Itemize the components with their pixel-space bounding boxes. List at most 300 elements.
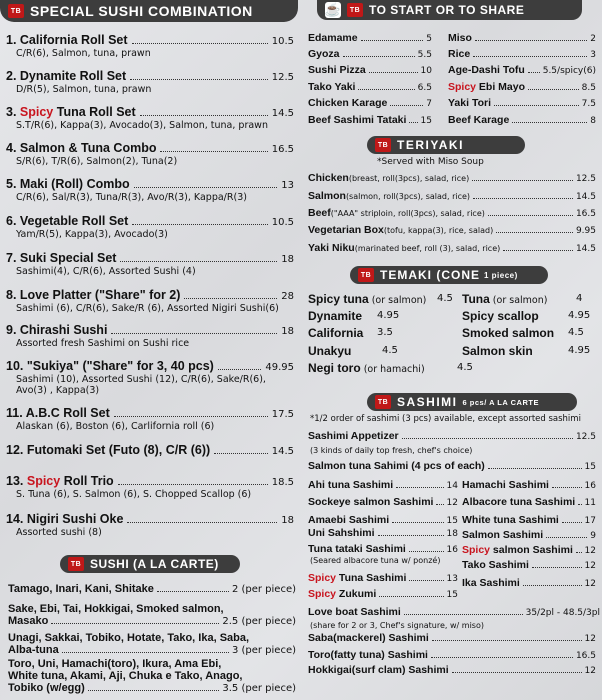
combo-item-name: 12. Futomaki Set (Futo (8), C/R (6)) — [6, 443, 211, 457]
name-suffix: Tuna Roll Set — [53, 105, 136, 119]
sashimi-item-price: 12 — [584, 666, 596, 676]
starter-item — [448, 32, 596, 44]
leader-dots — [62, 652, 229, 653]
combo-item-name: 8. Love Platter ("Share" for 2) — [6, 288, 181, 302]
teriyaki-item-detail: (breast, roll(3pcs), salad, rice) — [348, 174, 470, 183]
sashimi-appetizer-note: (3 kinds of daily top fresh, chef's choice) — [310, 446, 473, 455]
combo-item-header — [6, 359, 294, 373]
starter-item-price: 15 — [420, 116, 432, 126]
leader-dots — [392, 522, 443, 523]
teriyaki-item-name: Chicken — [308, 172, 349, 184]
starter-item-name: Tako Yaki — [308, 81, 356, 93]
alacarte-item — [8, 658, 296, 694]
restaurant-logo-icon: TB — [8, 4, 24, 18]
name-text: Spicy scallop — [462, 309, 539, 323]
sashimi-item-price: 11 — [584, 498, 596, 508]
combo-item-price: 16.5 — [271, 144, 294, 155]
banner-title: SPECIAL SUSHI COMBINATION — [30, 3, 253, 19]
combo-item — [6, 512, 294, 538]
starter-item — [448, 64, 596, 76]
banner-title: SASHIMI — [397, 395, 458, 409]
temaki-item-price: 4.95 — [377, 310, 400, 321]
starter-item-name: Gyoza — [308, 48, 340, 60]
leader-dots — [130, 79, 268, 80]
leader-dots — [120, 261, 277, 262]
sashimi-item-name: Uni Sahshimi — [308, 527, 375, 539]
combo-item-price: 12.5 — [271, 72, 294, 83]
combo-item-description: Sashimi (6), C/R(6), Sake/R (6), Assorted Nigiri Sushi(6) — [16, 303, 279, 314]
leader-dots — [379, 596, 443, 597]
leader-dots — [378, 535, 444, 536]
alacarte-item-row — [8, 644, 296, 656]
sashimi-item-price: 13 — [446, 574, 458, 584]
sashimi-item — [308, 496, 458, 508]
sashimi-item-name: Albacore tuna Sashimi — [462, 496, 576, 508]
starter-item — [448, 114, 596, 126]
combo-item-price: 49.95 — [265, 362, 294, 373]
salmon-tuna-sashimi-name: Salmon tuna Sahimi (4 pcs of each) — [308, 460, 485, 472]
temaki-banner — [350, 266, 548, 284]
combo-item-header — [6, 105, 294, 119]
combo-item-header — [6, 406, 294, 420]
combo-item — [6, 177, 294, 203]
teriyaki-item-name: Salmon — [308, 190, 346, 202]
combo-item-name: 5. Maki (Roll) Combo — [6, 177, 130, 191]
leader-dots — [127, 522, 277, 523]
combo-item-name: 10. "Sukiya" ("Share" for 3, 40 pcs) — [6, 359, 214, 373]
starter-item-name: Chicken Karage — [308, 97, 388, 109]
name-prefix: 3. — [6, 105, 20, 119]
combo-item-header — [6, 141, 294, 155]
sashimi-item-price: 12 — [446, 498, 458, 508]
combo-item — [6, 359, 294, 396]
sashimi-item-name: Sockeye salmon Sashimi — [308, 496, 434, 508]
starter-item-name — [448, 81, 525, 93]
combo-item-description: S/R(6), T/R(6), Salmon(2), Tuna(2) — [16, 156, 178, 167]
starter-item-name: Sushi Pizza — [308, 64, 366, 76]
leader-dots — [546, 537, 587, 538]
leader-dots — [114, 416, 268, 417]
sashimi-item-name — [308, 588, 376, 600]
temaki-item-name — [462, 326, 554, 340]
leader-dots — [132, 224, 267, 225]
banner-subtitle: 1 piece) — [484, 270, 518, 280]
leader-dots — [528, 72, 540, 73]
starter-item-price: 10 — [420, 66, 432, 76]
leader-dots — [343, 56, 415, 57]
sashimi-item — [462, 559, 596, 571]
combo-item-description: S. Tuna (6), S. Salmon (6), S. Chopped Scallop (6) — [16, 489, 252, 500]
combo-item — [6, 69, 294, 95]
sashimi-item — [308, 514, 458, 526]
combo-item-price: 18 — [281, 254, 294, 265]
combo-item-name: 11. A.B.C Roll Set — [6, 406, 110, 420]
tea-cup-icon: ☕ — [324, 2, 342, 17]
sashimi-item-name: Ika Sashimi — [462, 577, 520, 589]
combo-item-description: Assorted fresh Sashimi on Sushi rice — [16, 338, 190, 349]
starter-item — [308, 81, 432, 93]
sashimi-item — [308, 572, 458, 584]
teriyaki-item — [308, 224, 596, 236]
leader-dots — [494, 105, 579, 106]
combo-item-price: 10.5 — [271, 36, 294, 47]
combo-item — [6, 443, 294, 457]
spicy-label: Spicy — [19, 105, 54, 119]
temaki-item-price: 4.5 — [382, 345, 398, 356]
temaki-item-price: 4.95 — [568, 345, 591, 356]
salmon-tuna-sashimi-price: 15 — [584, 462, 596, 472]
starter-item-price: 7 — [426, 99, 432, 109]
sashimi-item — [462, 479, 596, 491]
combo-item — [6, 33, 294, 59]
temaki-item-name — [462, 309, 539, 323]
teriyaki-item-price: 9.95 — [575, 226, 596, 236]
leader-dots — [578, 504, 581, 505]
leader-dots — [218, 369, 262, 370]
combo-item-description: C/R(6), Salmon, tuna, prawn — [16, 48, 151, 59]
sashimi-item-price: 12 — [584, 546, 596, 556]
sashimi-appetizer-name: Sashimi Appetizer — [308, 430, 399, 442]
leader-dots — [134, 187, 278, 188]
teriyaki-banner — [367, 136, 525, 154]
sashimi-item-price: 18 — [446, 529, 458, 539]
temaki-item-name — [462, 292, 547, 306]
sashimi-item-name: Ahi tuna Sashimi — [308, 479, 394, 491]
combo-item — [6, 288, 294, 314]
name-text: Spicy tuna — [308, 292, 369, 306]
teriyaki-item-price: 16.5 — [575, 209, 596, 219]
banner-subtitle: 6 pcs/ A LA CARTE — [462, 397, 539, 407]
combo-item-header — [6, 33, 294, 47]
combo-item-name: 9. Chirashi Sushi — [6, 323, 108, 337]
combo-item-price: 13 — [281, 180, 294, 191]
starter-item-price: 7.5 — [581, 99, 596, 109]
alacarte-item-name: Tamago, Inari, Kani, Shitake — [8, 583, 154, 595]
starter-item-price: 5.5 — [417, 50, 432, 60]
temaki-item-price: 4.95 — [568, 310, 591, 321]
sashimi-item-price: 17 — [584, 516, 596, 526]
starter-item-price: 5.5/spicy(6) — [542, 66, 596, 76]
sushi-alacarte-banner — [60, 555, 240, 573]
combo-item-name: 1. California Roll Set — [6, 33, 128, 47]
sashimi-appetizer-price: 12.5 — [575, 432, 596, 442]
leader-dots — [473, 198, 573, 199]
starter-item — [308, 48, 432, 60]
starter-item-price: 2 — [590, 34, 596, 44]
leader-dots — [488, 468, 582, 469]
sashimi-item — [308, 664, 596, 676]
combo-item-price: 18 — [281, 515, 294, 526]
combo-item-header — [6, 474, 294, 488]
alacarte-item-name: Masako — [8, 615, 49, 627]
sashimi-item-name — [308, 572, 406, 584]
sashimi-note: *1/2 order of sashimi (3 pcs) available, except assorted sashimi — [310, 414, 581, 424]
combo-item-price: 18.5 — [271, 477, 294, 488]
starter-item — [448, 48, 596, 60]
name-text: Smoked salmon — [462, 326, 555, 340]
sashimi-item-price: 16 — [584, 481, 596, 491]
leader-dots — [431, 657, 573, 658]
alacarte-item — [8, 583, 296, 595]
teriyaki-item-detail: (tofu, kappa(3), rice, salad) — [383, 226, 494, 235]
sashimi-item-price: 16 — [446, 545, 458, 555]
love-boat-sashimi — [308, 606, 600, 618]
combo-item-name: 6. Vegetable Roll Set — [6, 214, 129, 228]
temaki-item-name — [462, 344, 533, 358]
alacarte-item-price: 2 (per piece) — [231, 584, 296, 595]
leader-dots — [552, 487, 582, 488]
temaki-item-name — [308, 292, 426, 306]
sashimi-item-price: 9 — [590, 531, 596, 541]
combo-item-name — [6, 105, 136, 119]
leader-dots — [473, 56, 587, 57]
combo-item-name: 4. Salmon & Tuna Combo — [6, 141, 157, 155]
leader-dots — [361, 40, 424, 41]
combo-item-name: 14. Nigiri Sushi Oke — [6, 512, 124, 526]
sashimi-banner — [367, 393, 577, 411]
combo-item-header — [6, 288, 294, 302]
sashimi-item-name: Tako Sashimi — [462, 559, 529, 571]
combo-item — [6, 474, 294, 500]
salmon-tuna-sashimi — [308, 460, 596, 472]
sashimi-item-name: Amaebi Sashimi — [308, 514, 390, 526]
temaki-item-price: 4.5 — [568, 327, 584, 338]
love-boat-price: 35/2pl - 48.5/3pl — [525, 608, 600, 618]
leader-dots — [390, 105, 423, 106]
leader-dots — [160, 151, 267, 152]
sashimi-item-name: Salmon Sashimi — [462, 529, 544, 541]
leader-dots — [488, 215, 573, 216]
leader-dots — [409, 551, 444, 552]
alacarte-item — [8, 632, 296, 656]
name-text: salmon Sashimi — [490, 544, 573, 556]
leader-dots — [528, 89, 579, 90]
alacarte-item-name: Unagi, Sakkai, Tobiko, Hotate, Tako, Ika, Saba, — [8, 632, 250, 644]
combo-item-name: 7. Suki Special Set — [6, 251, 117, 265]
temaki-item-price: 4 — [576, 293, 583, 304]
teriyaki-note: *Served with Miso Soup — [377, 157, 484, 167]
combo-item-price: 14.5 — [271, 446, 294, 457]
alacarte-item-price: 3.5 (per piece) — [222, 683, 296, 694]
name-text: Dynamite — [308, 309, 363, 323]
starter-item — [308, 114, 432, 126]
alacarte-item-name: Alba-tuna — [8, 644, 59, 656]
sashimi-item — [308, 479, 458, 491]
combo-item-description: S.T/R(6), Kappa(3), Avocado(3), Salmon, tuna, prawn — [16, 120, 268, 131]
alacarte-item-price: 2.5 (per piece) — [222, 616, 296, 627]
combo-item-name — [6, 474, 114, 488]
love-boat-note: (share for 2 or 3, Chef's signature, w/ miso) — [310, 621, 484, 630]
sashimi-item-price: 15 — [446, 590, 458, 600]
name-prefix: 13. — [6, 474, 27, 488]
restaurant-logo-icon: TB — [68, 557, 84, 571]
teriyaki-item — [308, 190, 596, 202]
leader-dots — [475, 40, 587, 41]
name-text: Unakyu — [308, 344, 352, 358]
combo-item-description: C/R(6), Sal/R(3), Tuna/R(3), Avo/R(3), Kappa/R(3) — [16, 192, 247, 203]
temaki-item-detail: (or salmon) — [368, 295, 427, 306]
spicy-label: Spicy — [308, 572, 337, 584]
combo-item-header — [6, 177, 294, 191]
combo-item-header — [6, 251, 294, 265]
starter-item-price: 8.5 — [581, 83, 596, 93]
name-text: Salmon skin — [462, 344, 533, 358]
sashimi-item — [308, 632, 596, 644]
starter-item-price: 3 — [590, 50, 596, 60]
alacarte-item — [8, 603, 296, 627]
starter-item-price: 8 — [590, 116, 596, 126]
starter-item-name: Rice — [448, 48, 471, 60]
leader-dots — [140, 115, 268, 116]
leader-dots — [562, 522, 582, 523]
leader-dots — [404, 614, 523, 615]
sashimi-item — [308, 527, 458, 539]
starter-item-name: Miso — [448, 32, 472, 44]
sashimi-item — [308, 588, 458, 600]
sashimi-item-price: 12 — [584, 634, 596, 644]
starter-item-name: Beef Karage — [448, 114, 510, 126]
teriyaki-item-name: Vegetarian Box — [308, 224, 384, 236]
love-boat-name: Love boat Sashimi — [308, 606, 401, 618]
restaurant-logo-icon: TB — [375, 138, 391, 152]
banner-title: TEMAKI (CONE — [380, 268, 480, 282]
teriyaki-item — [308, 172, 596, 184]
starter-item-name: Age-Dashi Tofu — [448, 64, 525, 76]
leader-dots — [409, 122, 417, 123]
teriyaki-item — [308, 207, 596, 219]
leader-dots — [512, 122, 587, 123]
leader-dots — [132, 43, 268, 44]
teriyaki-item — [308, 242, 596, 254]
teriyaki-item-price: 14.5 — [575, 244, 596, 254]
teriyaki-item-price: 14.5 — [575, 192, 596, 202]
leader-dots — [157, 591, 229, 592]
name-text: Negi toro — [308, 361, 361, 375]
alacarte-item-row — [8, 615, 296, 627]
teriyaki-item-price: 12.5 — [575, 174, 596, 184]
temaki-item-name — [308, 344, 351, 358]
sashimi-item — [308, 543, 458, 555]
teriyaki-item-name: Beef — [308, 207, 331, 219]
combo-item-description: D/R(5), Salmon, tuna, prawn — [16, 84, 152, 95]
alacarte-item-price: 3 (per piece) — [231, 645, 296, 656]
restaurant-logo-icon: TB — [375, 395, 391, 409]
leader-dots — [532, 567, 582, 568]
temaki-item-name — [308, 309, 362, 323]
starter-item — [308, 97, 432, 109]
sashimi-item — [462, 544, 596, 556]
leader-dots — [369, 72, 418, 73]
combo-item-description: Sashimi (10), Assorted Sushi (12), C/R(6), Sake/R(6), Avo(3) , Kappa(3) — [16, 374, 266, 396]
sashimi-item — [308, 649, 596, 661]
leader-dots — [111, 333, 277, 334]
starter-item-price: 6.5 — [417, 83, 432, 93]
combo-item — [6, 406, 294, 432]
combo-item-price: 10.5 — [271, 217, 294, 228]
combo-item-header — [6, 214, 294, 228]
alacarte-item-name: White tuna, Akami, Aji, Chuka e Tako, Anago, — [8, 670, 243, 682]
combo-item-price: 28 — [281, 291, 294, 302]
teriyaki-item-detail: ("AAA" striploin, roll(3pcs), salad, rice) — [330, 209, 485, 218]
combo-item-header — [6, 323, 294, 337]
sashimi-item-name: Saba(mackerel) Sashimi — [308, 632, 429, 644]
sashimi-item-name: Toro(fatty tuna) Sashimi — [308, 649, 428, 661]
temaki-item-detail: (or hamachi) — [360, 364, 425, 375]
sashimi-item — [462, 577, 596, 589]
combo-item-description: Assorted sushi (8) — [16, 527, 102, 538]
leader-dots — [452, 672, 582, 673]
alacarte-item-row — [8, 583, 296, 595]
name-text: Zukumi — [336, 588, 377, 600]
name-suffix: Roll Trio — [60, 474, 114, 488]
leader-dots — [432, 640, 582, 641]
combo-item — [6, 105, 294, 131]
combo-item — [6, 141, 294, 167]
combo-item — [6, 251, 294, 277]
combo-item-description: Yam/R(5), Kappa(3), Avocado(3) — [16, 229, 168, 240]
combo-item-price: 14.5 — [271, 108, 294, 119]
spicy-label: Spicy — [26, 474, 61, 488]
sashimi-item-price: 12 — [584, 561, 596, 571]
temaki-item-name — [308, 326, 363, 340]
name-text: Tuna Sashimi — [336, 572, 407, 584]
leader-dots — [51, 623, 219, 624]
leader-dots — [396, 487, 443, 488]
leader-dots — [88, 690, 220, 691]
sashimi-item-name — [462, 544, 573, 556]
leader-dots — [523, 585, 582, 586]
leader-dots — [436, 504, 443, 505]
name-text: Tuna — [462, 292, 490, 306]
sashimi-item — [462, 529, 596, 541]
starter-item-name: Edamame — [308, 32, 358, 44]
combo-item — [6, 214, 294, 240]
leader-dots — [118, 484, 268, 485]
combo-item-header — [6, 512, 294, 526]
starter-item-price: 5 — [426, 34, 432, 44]
teriyaki-item-detail: (marinated beef, roll (3), salad, rice) — [354, 244, 501, 253]
temaki-item-price: 3.5 — [377, 327, 393, 338]
temaki-item-price: 4.5 — [437, 293, 453, 304]
alacarte-item-row — [8, 682, 296, 694]
starter-item-name: Beef Sashimi Tataki — [308, 114, 407, 126]
teriyaki-item-detail: (salmon, roll(3pcs), salad, rice) — [345, 192, 471, 201]
name-text: Ebi Mayo — [476, 81, 526, 93]
special-combination-banner — [0, 0, 298, 22]
alacarte-item-name: Tobiko (w/egg) — [8, 682, 85, 694]
spicy-label: Spicy — [308, 588, 337, 600]
leader-dots — [358, 89, 414, 90]
combo-item-name: 2. Dynamite Roll Set — [6, 69, 127, 83]
starter-item — [448, 81, 596, 93]
combo-item-header — [6, 69, 294, 83]
leader-dots — [472, 180, 573, 181]
starter-item — [308, 64, 432, 76]
sashimi-item-name: Hokkigai(surf clam) Sashimi — [308, 664, 449, 676]
combo-item-description: Sashimi(4), C/R(6), Assorted Sushi (4) — [16, 266, 196, 277]
spicy-label: Spicy — [448, 81, 477, 93]
leader-dots — [409, 580, 443, 581]
leader-dots — [503, 250, 573, 251]
alacarte-item-name: Toro, Uni, Hamachi(toro), Ikura, Ama Ebi, — [8, 658, 222, 670]
sashimi-appetizer — [308, 430, 596, 442]
leader-dots — [214, 453, 268, 454]
sashimi-item-name: White tuna Sashimi — [462, 514, 559, 526]
leader-dots — [184, 298, 277, 299]
sashimi-item-price: 14 — [446, 481, 458, 491]
starter-item — [448, 97, 596, 109]
combo-item-description: Alaskan (6), Boston (6), Carlifornia roll (6) — [16, 421, 215, 432]
